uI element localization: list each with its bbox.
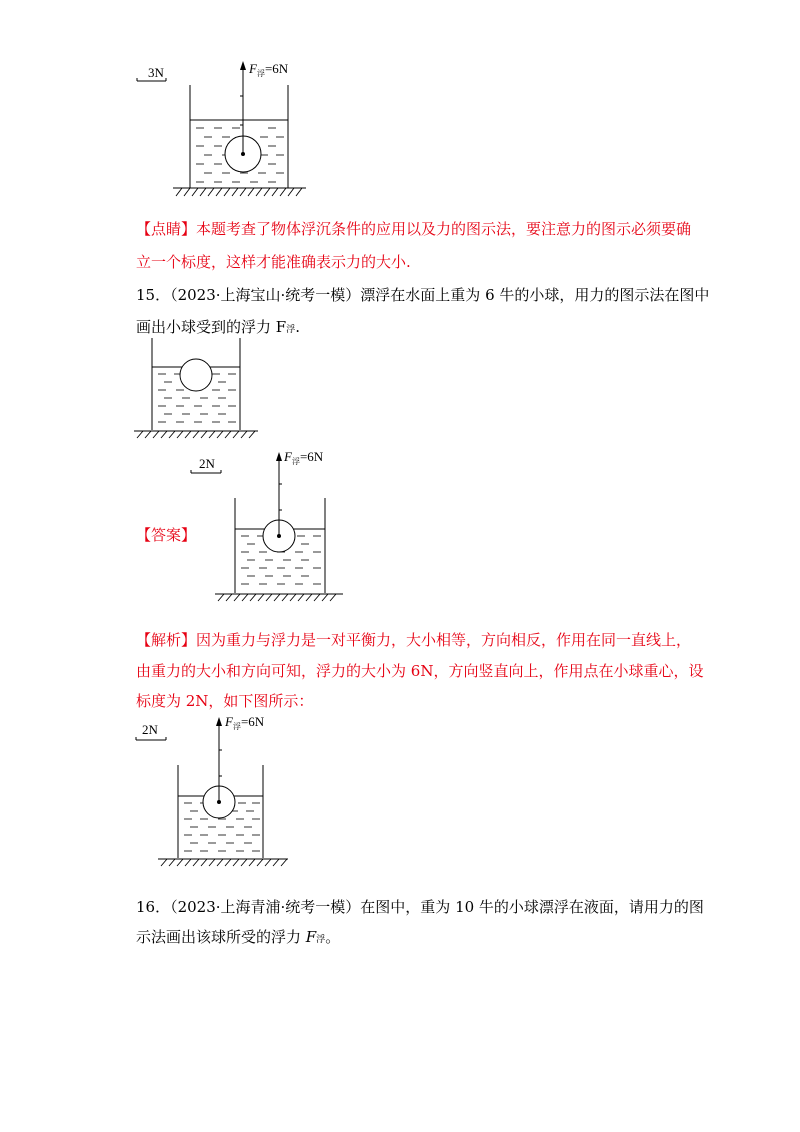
force-label: $F_浮=6N$ <box>225 714 265 731</box>
ground <box>173 188 306 196</box>
q16-line2: 示法画出该球所受的浮力 F浮。 <box>136 928 341 946</box>
q15-line2: 画出小球受到的浮力 F浮. <box>136 318 300 336</box>
scale-label: 2N <box>142 722 158 737</box>
answer-figure <box>185 448 350 608</box>
dianjing-text-2: 立一个标度，这样才能准确表示力的大小. <box>136 253 411 271</box>
answer-tag: 【答案】 <box>136 526 197 544</box>
jiexi-text-2: 由重力的大小和方向可知，浮力的大小为 6N，方向竖直向上，作用点在小球重心，设 <box>136 662 704 680</box>
scale-label: 2N <box>199 456 215 471</box>
jiexi-line1 <box>136 633 691 648</box>
top-buoyancy-figure <box>130 55 320 205</box>
jiexi-tag: 【解析】 <box>136 631 197 649</box>
ground <box>158 859 288 866</box>
ground <box>134 431 258 438</box>
jiexi-figure <box>130 710 295 870</box>
q16-line1: 16．（2023·上海青浦·统考一模）在图中，重为 10 牛的小球漂浮在液面，请用力的图 <box>136 898 704 916</box>
scale-label: 3N <box>148 65 164 80</box>
q15-floating-ball-figure <box>130 330 260 440</box>
dianjing-line1 <box>136 222 691 237</box>
scale-bar <box>136 737 166 740</box>
force-label: $F_浮=6N$ <box>284 449 324 466</box>
dianjing-text-1: 本题考查了物体浮沉条件的应用以及力的图示法，要注意力的图示必须要确 <box>196 220 692 238</box>
ground <box>215 594 343 601</box>
ball <box>180 359 212 391</box>
q15-line1: 15．（2023·上海宝山·统考一模）漂浮在水面上重为 6 牛的小球，用力的图示法在图中 <box>136 286 710 304</box>
jiexi-text-3: 标度为 2N，如下图所示： <box>136 692 314 710</box>
force-label: $F_浮=6N$ <box>249 61 289 78</box>
dianjing-tag: 【点睛】 <box>136 220 197 238</box>
jiexi-text-1: 因为重力与浮力是一对平衡力，大小相等，方向相反，作用在同一直线上， <box>196 631 692 649</box>
